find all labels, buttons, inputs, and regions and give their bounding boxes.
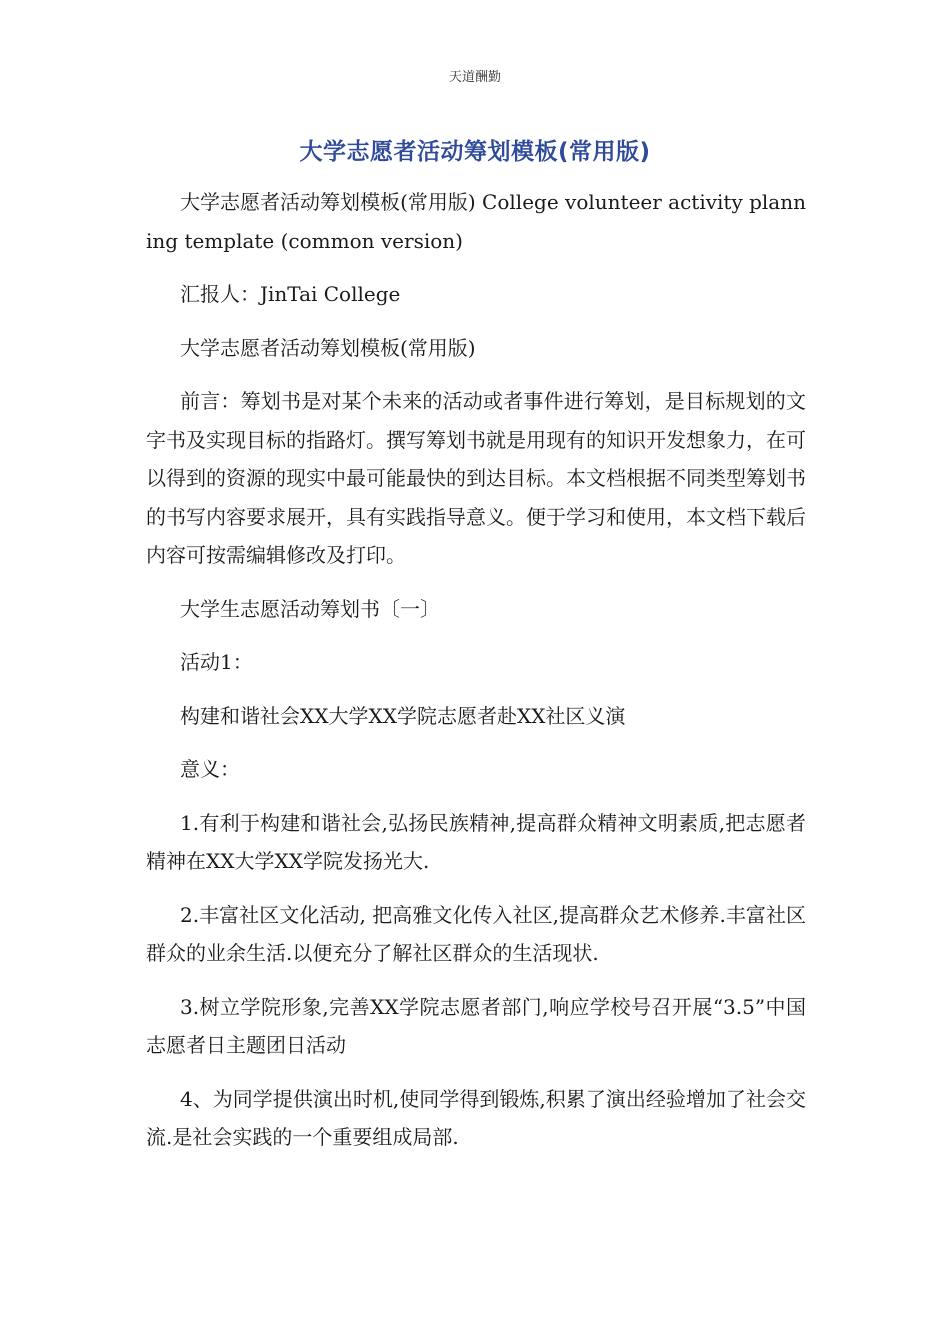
paragraph-activity-name: 构建和谐社会XX大学XX学院志愿者赴XX社区义演: [180, 703, 626, 728]
paragraph-point-1: 1.有利于构建和谐社会,弘扬民族精神,提高群众精神文明素质,把志愿者精神在XX大学XX学院发扬光大.: [146, 810, 806, 873]
paragraph-subtitle: 大学志愿者活动筹划模板(常用版) College volunteer activity planning template (common version): [146, 190, 806, 253]
paragraph-preface: 前言：筹划书是对某个未来的活动或者事件进行筹划，是目标规划的文字书及实现目标的指路灯。撰写筹划书就是用现有的知识开发想象力，在可以得到的资源的现实中最可能最快的到达目标。本文档根据不同类型筹划书的书写内容要求展开，具有实践指导意义。便于学习和使用，本文档下载后内容可按需编辑修改及打印。: [146, 389, 806, 567]
paragraph-point-3: 3.树立学院形象,完善XX学院志愿者部门,响应学校号召开展“3.5”中国志愿者日主题团日活动: [146, 994, 806, 1057]
document-title: 大学志愿者活动筹划模板(常用版): [299, 139, 651, 165]
page-header: 天道酬勤: [448, 70, 501, 85]
paragraph-section-heading: 大学生志愿活动筹划书〔一〕: [180, 596, 440, 621]
paragraph-activity-label: 活动1：: [180, 650, 253, 674]
paragraph-reporter: 汇报人：JinTai College: [180, 282, 401, 306]
document-body: [146, 183, 806, 1172]
paragraph-point-4: 4、为同学提供演出时机,使同学得到锻炼,积累了演出经验增加了社会交流.是社会实践的一个重要组成局部.: [146, 1086, 806, 1149]
paragraph-point-2: 2.丰富社区文化活动, 把高雅文化传入社区,提高群众艺术修养.丰富社区群众的业余生活.以便充分了解社区群众的生活现状.: [146, 902, 806, 965]
paragraph-title-repeat: 大学志愿者活动筹划模板(常用版): [180, 335, 476, 360]
paragraph-significance-label: 意义：: [180, 757, 240, 781]
